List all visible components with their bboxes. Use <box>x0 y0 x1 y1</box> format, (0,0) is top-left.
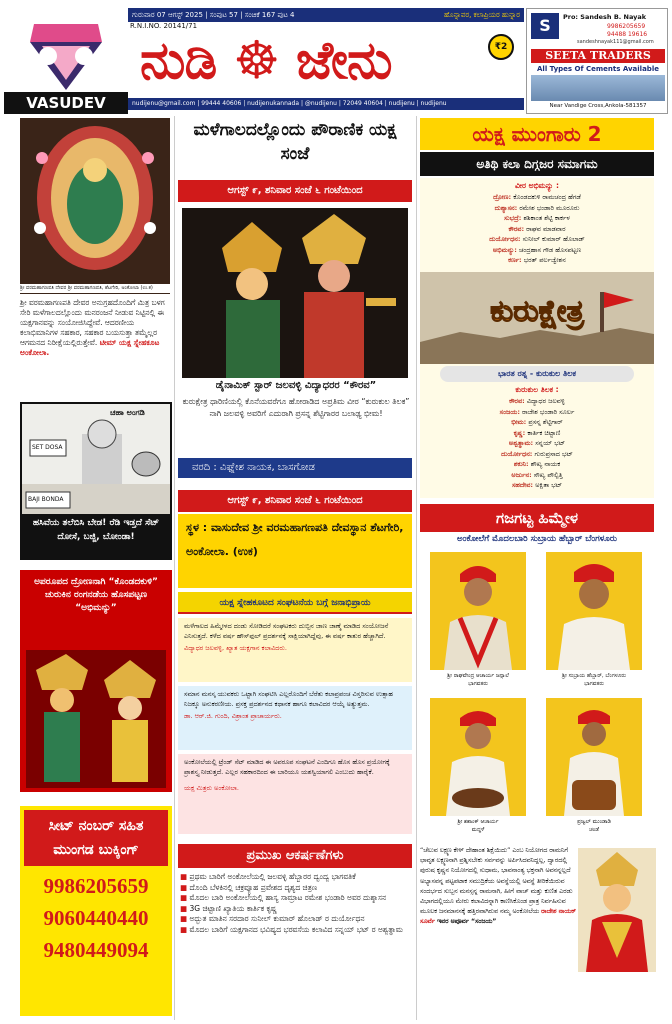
cast-name: ಶಶಿಕಾಂತ ಶೆಟ್ಟಿ ಕಾರ್ಕಳ <box>523 214 570 222</box>
cast-name: ಸನ್ನಯ್ ಭಟ್ <box>535 439 566 447</box>
cast-role: ಶಕುನಿ: <box>513 460 529 468</box>
cast-name: ಸೌಖ್ಯ ಪೌಲ್ಪಿತ್ತಿ <box>533 470 563 479</box>
ad-name: Pro: Sandesh B. Nayak <box>563 13 647 21</box>
artist-role: ಭಾಗವತರು <box>468 681 488 687</box>
opinion-box-2 <box>178 686 412 750</box>
cast-row <box>420 203 654 214</box>
abhimanyu-poster <box>20 570 172 792</box>
cast-name: ಸುನೀಲ್ ಕುಮಾರ್ ಹೊಲಾಡ್ <box>522 235 585 243</box>
highlight-item: ■ ಮೊದಲ ಬಾರಿಗೆ ಯಕ್ಷಗಾನದ ಭವಿಷ್ಯದ ಭರವಸೆಯ ಕಲಾವಿದ ಸನ್ನಯ್ ಭಟ್ ರ ಅಶ್ವತ್ಥಾಮ <box>180 924 403 934</box>
opinion-box-1 <box>178 618 412 682</box>
artist-name: ಪ್ರಜ್ವಲ್ ಮುಂಡಾಡಿ <box>577 819 611 825</box>
cast-name: ರಮೇಶ ಭಂಡಾರಿ ಮೂರೂರು <box>519 203 580 212</box>
sanjaya-photo <box>578 848 656 972</box>
cast-role: ಕೃಷ್ಣ: <box>513 428 526 437</box>
rni-number: R.N.I.NO. 20141/71 <box>130 22 198 30</box>
booking-title: ಸೀಟ್ ನಂಬರ್ ಸಹಿತ ಮುಂಗಡ ಬುಕ್ಕಿಂಗ್ <box>24 810 168 866</box>
opinion-author: ವಿದ್ಯಾಧರ ಜಲವಳ್ಳಿ, ಖ್ಯಾತ ಯಕ್ಷಗಾನ ಕಲಾವಿದರು. <box>184 644 287 652</box>
intro-text <box>20 298 172 358</box>
right-header: ಯಕ್ಷ ಮುಂಗಾರು 2 <box>420 118 654 150</box>
kaurava-photo <box>182 208 408 378</box>
ad-sub: All Types Of Cements Available <box>537 65 659 73</box>
intro-signoff: ಟೀಮ್ ಯಕ್ಷ ಸ್ನೇಹಕೂಟ ಅಂಕೋಲಾ. <box>20 338 160 357</box>
cast-row <box>420 192 654 203</box>
cast1-list <box>420 192 654 266</box>
column-rule <box>174 116 175 1020</box>
cartoon-sign2: BAJI BONDA <box>28 496 64 503</box>
cast-name: ರಾಘವ ಮಾಡವಾರ <box>526 224 566 233</box>
cast-role: ಸಹದೇವ: <box>511 481 534 489</box>
cast-panel <box>420 178 654 498</box>
tea-shop-cartoon <box>20 402 172 560</box>
seeta-traders-ad <box>526 8 668 114</box>
highlight-text: 3G ಚಿಟ್ಟಾಣಿ ಖ್ಯಾತಿಯ ಕಾರ್ತಿಕ ಕೃಷ್ಣ <box>189 903 277 913</box>
cartoon-caption: ಹಸಿವೆಯ ತಲೆಬಿಸಿ ಬೇಡ! ರೆಡಿ ಇಡ್ತದೆ ಸೆಟ್ ದೋಸೆ, ಬಜ್ಜಿ, ಬೋಂಡಾ! <box>32 518 160 542</box>
artist-caption <box>426 672 530 688</box>
cast-role: ದುಶ್ಯಾಸನ: <box>494 203 518 212</box>
cast-role: ಕೌರವ: <box>508 224 525 233</box>
artist-caption <box>542 818 646 834</box>
dateline-strip <box>128 8 524 22</box>
artist-photo <box>546 552 642 670</box>
deity-caption: ಶ್ರೀ ವರಮಹಾಗಣಪತಿ ದೇವರ ಶ್ರೀ ವರಮಹಾಗಣಪತಿ, ಶೆಟಗೇರಿ, ಅಂಕೋಲಾ (ಉ.ಕ) <box>20 284 170 293</box>
artist-name: ಶ್ರೀ ರಾಘವೇಂದ್ರ ಆಚಾರ್ಯ ಜನ್ಸಾಲೆ <box>447 673 509 679</box>
artist-role: ಚಂಡೆ <box>589 827 599 833</box>
right-subheader: ಅತಿಥಿ ಕಲಾ ದಿಗ್ಗಜರ ಸಮಾಗಮ <box>420 152 654 176</box>
cartoon-drawing <box>22 404 170 514</box>
poster-text: ಅಪರೂಪದ ದ್ರೋಣನಾಗಿ “ಕೊಂಡದಕುಳಿ” ಚುರುಕಿನ ರಂಗನಡೆಯ ಹೊಸಪಟ್ಟಣ “ಅಭಿಮನ್ಯು” <box>34 577 158 613</box>
artist-name: ಶ್ರೀ ಸುಬ್ರಾಯ ಹೆಬ್ಬಾರ್, ಬೆಂಗಳೂರು <box>562 673 626 679</box>
highlight-item: ■ ದೊಂದಿ ಬೆಳಕಿನಲ್ಲಿ ಚಕ್ರವ್ಯೂಹ ಪ್ರವೇಶದ ದೃಶ್ಯದ ಚಿತ್ರಣ <box>180 882 318 892</box>
ad-brand: SEETA TRADERS <box>531 49 665 63</box>
cast-row <box>420 428 654 439</box>
cast-name: ವಿದ್ಯಾಧರ ಜಲವಳ್ಳಿ <box>526 397 565 405</box>
section2-title: ಕುರುಕುಲ ತಿಲಕ : <box>515 385 559 394</box>
opinion-box-3 <box>178 754 412 834</box>
cast-row <box>420 234 654 245</box>
cast-name: ಕೊಂಡದಕುಳಿ ರಾಮಚಂದ್ರ ಹೆಗಡೆ <box>513 193 581 201</box>
cast-role: ಸುಭದ್ರೆ: <box>504 214 522 222</box>
cartoon-title: ಚಹಾ ಅಂಗಡಿ <box>110 408 145 417</box>
cast-role: ಸಂಜಯ: <box>499 407 520 416</box>
artist-role: ಭಾಗವತರು <box>584 681 604 687</box>
highlights-list <box>180 872 412 936</box>
opinion-text: ಅಂಕೋಲೆಯಲ್ಲಿ ಟ್ರೆಂಡ್ ಸೆಟ್ ಮಾಡಿದ ಈ ಅಪರೂಪ ಸಂಘಟನೆ ಎಂದಿಗೂ ಹೊಸ ಹೊಸ ಪ್ರಯೋಗಕ್ಕೆ ಪ್ರಾಶಸ್ತ್ಯ ನೀಡುತ್ತದೆ. ಎಲ್ಲರ ಸಹಕಾರದಿಂದ ಈ ಬಾರಿಯೂ ಯಶಸ್ವಿಯಾಗಲಿ ಎಂಬುದು ಹಾರೈಕೆ. <box>184 758 390 776</box>
booking-phone[interactable]: 9986205659 <box>43 874 149 898</box>
cast-row <box>420 407 654 418</box>
opinion-author: ಡಾ. ಆರ್.ಜಿ. ಗುಂದಿ, ವಿಶ್ರಾಂತ ಪ್ರಾಚಾರ್ಯರು. <box>184 712 282 720</box>
booking-box <box>20 806 172 1016</box>
opinion-author: ಯಕ್ಷ ಮಿತ್ರರು ಅಂಕೋಲಾ. <box>184 784 239 792</box>
highlight-item: ■ 3G ಚಿಟ್ಟಾಣಿ ಖ್ಯಾತಿಯ ಕಾರ್ತಿಕ ಕೃಷ್ಣ <box>180 903 277 913</box>
cast2-list <box>420 396 654 491</box>
cast-row <box>420 438 654 449</box>
artist-photo <box>546 698 642 816</box>
opinion-text: ಸಮಾನ ಮನಸ್ಕ ಯುವಕರು ಒಟ್ಟಾಗಿ ಸಂಘಟಿಸಿ ಎಲ್ಲರೊಂದಿಗೆ ಬೆರೆತು ಕಲಾಪ್ರಪಂಚ ವಿಸ್ತರಿಸುವ ಉತ್ಸಾಹ ನಿಜಕ್ಕೂ ಅನುಕರಣೀಯ. ಪ್ರಸಕ್ತ ಪ್ರದರ್ಶನದ ಕಥಾನಕ ಹಾಗೂ ಕಲಾವಿದರ ಆಯ್ಕೆ ಅತ್ಯುತ್ತಮ. <box>184 690 393 708</box>
logo-text: VASUDEV <box>26 94 106 112</box>
kurukshetra-art <box>420 272 654 364</box>
highlights-header: ಪ್ರಮುಖ ಆಕರ್ಷಣೆಗಳು <box>178 844 412 868</box>
date-banner-2: ಆಗಸ್ಟ್ ೯, ಶನಿವಾರ ಸಂಜೆ ೬ ಗಂಟೆಯಿಂದ <box>178 490 412 512</box>
highlight-text: ದೊಂದಿ ಬೆಳಕಿನಲ್ಲಿ ಚಕ್ರವ್ಯೂಹ ಪ್ರವೇಶದ ದೃಶ್ಯದ ಚಿತ್ರಣ <box>189 882 318 892</box>
newspaper-title: ನುಡಿ ☸ ಜೇನು <box>140 30 392 91</box>
photo-caption: ಕುರುಕ್ಷೇತ್ರ ಧಾರಿಣಿಯಲ್ಲಿ ಕೊನೆಯವರೆಗೂ ಹೋರಾಡಿದ ಅಪ್ರತಿಮ ವೀರ “ಕುರುಕುಲ ತಿಲಕ” ನಾಗಿ ಜಲವಳ್ಳಿ ಅವರಿಗೆ ಎದುರಾಗಿ ಪ್ರಸನ್ನ ಶೆಟ್ಟಿಗಾರರ ಬಲಾಢ್ಯ ಭೀಮ! <box>182 397 410 418</box>
ad-photo <box>531 75 665 101</box>
ad-email: sandeshnayak111@gmail.com <box>577 39 654 45</box>
tagline: ಹೊನ್ನಾವರ, ಕಲಾಪ್ರಿಯರ ಹುನ್ನಾರ <box>443 11 520 19</box>
himmela-header: ಗಜಗಟ್ಟ ಹಿಮ್ಮೇಳ <box>420 504 654 532</box>
booking-phone[interactable]: 9060440440 <box>43 906 149 930</box>
cast-name: ಪ್ರಸನ್ನ ಶೆಟ್ಟಿಗಾರ್ <box>528 418 563 426</box>
cast-row <box>420 245 654 256</box>
artist-caption <box>542 672 646 688</box>
highlight-item: ■ ಅದ್ಭುತ ಮಾತಿನ ಸರದಾರ ಸುನೀಲ್ ಕುಮಾರ್ ಹೊಲಾಡ್ ರ ದುರ್ಯೋಧನ <box>180 914 365 924</box>
cast-row <box>420 449 654 460</box>
artist-role: ಮದ್ದಳೆ <box>471 827 485 833</box>
ad-phone2: 94488 19616 <box>607 31 648 38</box>
ad-phone1: 9986205659 <box>607 23 646 30</box>
highlight-item: ■ ಮೊದಲ ಬಾರಿ ಅಂಕೋಲೆಯಲ್ಲಿ ಹಾಸ್ಯ ಸಾಮ್ರಾಟ ರಮೇಶ ಭಂಡಾರಿ ಅವರ ದುಶ್ಶಾಸನ <box>180 893 387 903</box>
highlight-item: ■ ಪ್ರಥಮ ಬಾರಿಗೆ ಅಂಕೋಲೆಯಲ್ಲಿ ಜಲವಳ್ಳಿ ಹೆಬ್ಬಾರರ ದ್ವಂದ್ವ ಭಾಗವತಿಕೆ <box>180 872 356 881</box>
cartoon-sign1: SET DOSA <box>32 444 63 451</box>
cast-row <box>420 224 654 235</box>
cast-role: ದುರ್ಯೋಧನ: <box>501 449 533 458</box>
yakshagana-figures <box>26 650 166 788</box>
artist-name: ಶ್ರೀ ಶಶಾಂಕ್ ಆಚಾರ್ಯ <box>457 819 499 825</box>
highlight-text: ಅದ್ಭುತ ಮಾತಿನ ಸರದಾರ ಸುನೀಲ್ ಕುಮಾರ್ ಹೊಲಾಡ್ ರ ದುರ್ಯೋಧನ <box>189 914 365 924</box>
cast-row <box>420 459 654 470</box>
cast-name: ಶೌಖ್ಯ ನಾಯಕ <box>530 460 561 468</box>
cast-name: ಚಂದ್ರಹಾಸ ಗೌಡ ಹೊಸಪಟ್ಟಣ <box>518 245 582 254</box>
photo-caption-title: ಡೈನಾಮಿಕ್ ಸ್ಟಾರ್ ಜಲವಳ್ಳಿ ವಿದ್ಯಾಧರರ “ಕೌರವ” <box>215 380 377 391</box>
report-bar <box>178 458 412 478</box>
intro-body: ಶ್ರೀ ವರಮಹಾಗಣಪತಿ ದೇವರ ಅನುಗ್ರಹದೊಂದಿಗೆ ಮಿತ್ರ ಬಳಗ ಸೇರಿ ಮಳೆಗಾಲದಲ್ಲೊಂದು ಮನರಂಜನೆ ನೀಡುವ ನಿಟ್ಟಿನಲ್ಲಿ ಈ ಯಕ್ಷಗಾನವನ್ನು ಸಂಯೋಜಿಸಿದ್ದೇವೆ. ಆದರಣೀಯ ಕಲಾಭಿಮಾನಿಗಳ ಸಹಕಾರ, ಸಹಕಾರ ಬಯಸುತ್ತಾ ತಮ್ಮೆಲ್ಲರ ಆಗಮನದ ನಿರೀಕ್ಷೆಯಲ್ಲಿರುತ್ತೇವೆ. <box>20 298 165 347</box>
price-badge: ₹2 <box>488 34 514 60</box>
deity-photo <box>20 118 170 294</box>
cast-row <box>420 470 654 481</box>
artist-photo <box>430 552 526 670</box>
section1-title: ವೀರ ಅಭಿಮನ್ಯು : <box>515 181 559 190</box>
cast-row <box>420 396 654 407</box>
cast-name: ಗುರುಪ್ರಸಾದ ಭಟ್ <box>534 449 573 458</box>
cast-row <box>420 255 654 266</box>
highlight-text: ಮೊದಲ ಬಾರಿ ಅಂಕೋಲೆಯಲ್ಲಿ ಹಾಸ್ಯ ಸಾಮ್ರಾಟ ರಮೇಶ ಭಂಡಾರಿ ಅವರ ದುಶ್ಶಾಸನ <box>189 893 387 903</box>
vasudev-logo <box>4 6 128 114</box>
booking-phone[interactable]: 9480449094 <box>43 938 149 962</box>
article-highlight: ರಾಜೇಶ ನಾಯಕ್ ಸೂರ್ವೆ <box>420 908 576 926</box>
social-strip: nudijenu@gmail.com | 99444 40606 | nudijenukannada | @nudijenu | 72049 40604 | nudijenu | nudijenu <box>128 98 524 110</box>
cast-role: ಭೀಮ: <box>511 418 527 426</box>
kurukshetra-sub: ಭಾರತ ರತ್ನ - ಕುರುಕುಲ ತಿಲಕ <box>440 366 634 382</box>
cast-name: ಅಕ್ಷಿತಾ ಭಟ್ <box>535 481 563 489</box>
cast-name: ರಾಜೇಶ ಭಂಡಾರಿ ಸೂರ್ಲ <box>522 407 575 416</box>
report-text: ವರದಿ : ವಿಘ್ನೇಶ ನಾಯಕ, ಬಾಸಗೋಡ <box>192 462 315 473</box>
himmela-sub: ಅಂಕೋಲೆಗೆ ಮೊದಲಬಾರಿ ಸುಬ್ರಾಯ ಹೆಬ್ಬಾರ್ ಬೆಂಗಳೂರು <box>456 534 618 544</box>
article-body: “ಚೆಲುವ ಲಕ್ಷ್ಮಣ ಕೇಳ್ ದೇಹಾಂತ ಶಿಕ್ಷೆಯಿದು” ಎಂಬ ನಿಯೋಗದ ರಾಮನಿಗೆ ಛಾವೃತ ಲಕ್ಷ್ಮಣನಾಗಿ ಪ್ರಶ್ನಿಸಬೇಕು ಸರ್ವವನ್ನು ಅರ್ಪಿಸಿದವನಿದ್ದಲ್ಲ, ದ್ವಾರದಲ್ಲಿ ಪುರುಷ ಕೃಷ್ಣನ ನಿಯೋಗದಲ್ಲಿ ಸುಧಾಮ, ಭಾವನಾಂತ್ಯ ಭಕ್ತನಾಗಿ ಅವನನ್ನಲ್ಲದೆ ಅಭ್ಯಾಸವನ್ನ ಪಟ್ಟಪಟಾಕ ಸಮುದ್ರಿಕೆಯ ಅವಸ್ಥೆಯಲ್ಲಿ ಅವಸ್ಥೆ ತೀರಿಕೆಯಿರುವ ಸಂದರ್ಭದ ಸುಬ್ಬನ ಮನಸ್ಸನ್ನ ರಾಮನಾಗಿ, ಹೀಗೆ ವಾಚ್ ಮತ್ತು ಕುಣಿತ ಎರಡು ವಿಭಾಗದಲ್ಲಿಯೂ ಮೇರು ಕಲಾವಿದನ್ನಾಗಿ ಕಾಣಿಸಿಕೊಂಡ ಪ್ರಾತ್ರ ನಿರ್ವಹಿಸುವ ಮೂಲಕ ಜನಮಾನಸಕ್ಕೆ ಹತ್ತಿರವಾಗಿರುವ ನಮ್ಮ ಅಂಕೋಲೆಯ <box>420 847 573 916</box>
cast-role: ದ್ರೋಣ: <box>493 193 512 201</box>
cast-row <box>420 417 654 428</box>
sanjaya-article <box>420 846 576 1016</box>
main-headline: ಮಳೆಗಾಲದಲ್ಲೊಂದು ಪೌರಾಣಿಕ ಯಕ್ಷ ಸಂಜೆ <box>193 120 397 164</box>
cast-role: ಅರ್ಜುನ: <box>511 470 532 479</box>
venue-box: ಸ್ಥಳ : ವಾಸುದೇವ ಶ್ರೀ ವರಮಹಾಗಣಪತಿ ದೇವಸ್ಥಾನ ಶೆಟಗೇರಿ, ಅಂಕೋಲಾ. (ಉಕ) <box>178 514 412 588</box>
cast-role: ಕೌರವ: <box>509 397 525 405</box>
cast-row <box>420 213 654 224</box>
cast-name: ಭರತ್ ಪರ್ಲಜ್ವೇಶನ <box>523 256 566 264</box>
cast-role: ಅಭಿಮನ್ಯು: <box>492 245 517 254</box>
artist-photo <box>430 698 526 816</box>
dateline: ಗುರುವಾರ 07 ಆಗಸ್ಟ್ 2025 | ಸಂಪುಟ 57 | ಸಂಚಿಕೆ 167 ಪುಟ 4 <box>132 11 295 19</box>
cast-name: ಕಾರ್ತಿಕ ಚಿಟ್ಟಾಣಿ <box>527 428 561 437</box>
highlight-text: ಪ್ರಥಮ ಬಾರಿಗೆ ಅಂಕೋಲೆಯಲ್ಲಿ ಜಲವಳ್ಳಿ ಹೆಬ್ಬಾರರ ದ್ವಂದ್ವ ಭಾಗವತಿಕೆ <box>189 872 356 881</box>
cast-role: ದುರ್ಯೋಧನ: <box>489 235 521 243</box>
artist-caption <box>426 818 530 834</box>
brand-icon: S <box>531 13 559 39</box>
article-end: ಇವರ ಅಪೂರ್ವ “ಸಂಜಯ” <box>436 918 497 926</box>
kurukshetra-title: ಕುರುಕ್ಷೇತ್ರ <box>490 294 584 329</box>
date-banner: ಆಗಸ್ಟ್ ೯, ಶನಿವಾರ ಸಂಜೆ ೬ ಗಂಟೆಯಿಂದ <box>178 180 412 202</box>
opinion-text: ಮಳೆಗಾಲದ ಹಿಮ್ಮೇಳದ ದಂಡು ಸೋಡಿದರೆ ಸಂಘಟಕರು ದುಬ್ಬಿನ ಜಾಣ ಜಾಣ್ಮೆ ಮಾಡಿದ ಸಂಯೋಜನೆ ಎನಿಸುತ್ತದೆ. ಕಳೆದ ವರ್ಷ ಹೌಸ್‌ಫುಲ್ ಪ್ರದರ್ಶನಕ್ಕೆ ಸಾಕ್ಷಿಯಾಗಿದ್ದೆವು, ಈ ವರ್ಷ ಕಾತುರ ಹೆಚ್ಚಾಗಿದೆ. <box>184 622 389 640</box>
column-rule <box>416 116 417 1020</box>
cast-row <box>420 480 654 491</box>
cast-role: ಅಶ್ವತ್ಥಾಮ: <box>508 439 534 447</box>
highlight-text: ಮೊದಲ ಬಾರಿಗೆ ಯಕ್ಷಗಾನದ ಭವಿಷ್ಯದ ಭರವಸೆಯ ಕಲಾವಿದ ಸನ್ನಯ್ ಭಟ್ ರ ಅಶ್ವತ್ಥಾಮ <box>189 924 403 934</box>
opinion-header: ಯಕ್ಷ ಸ್ನೇಹಕೂಟದ ಸಂಘಟನೆಯ ಬಗ್ಗೆ ಜನಾಭಿಪ್ರಾಯ <box>178 592 412 614</box>
ad-address: Near Vandige Cross,Ankola-581357 <box>549 103 647 109</box>
cast-role: ಕರ್ಣ: <box>508 256 522 264</box>
